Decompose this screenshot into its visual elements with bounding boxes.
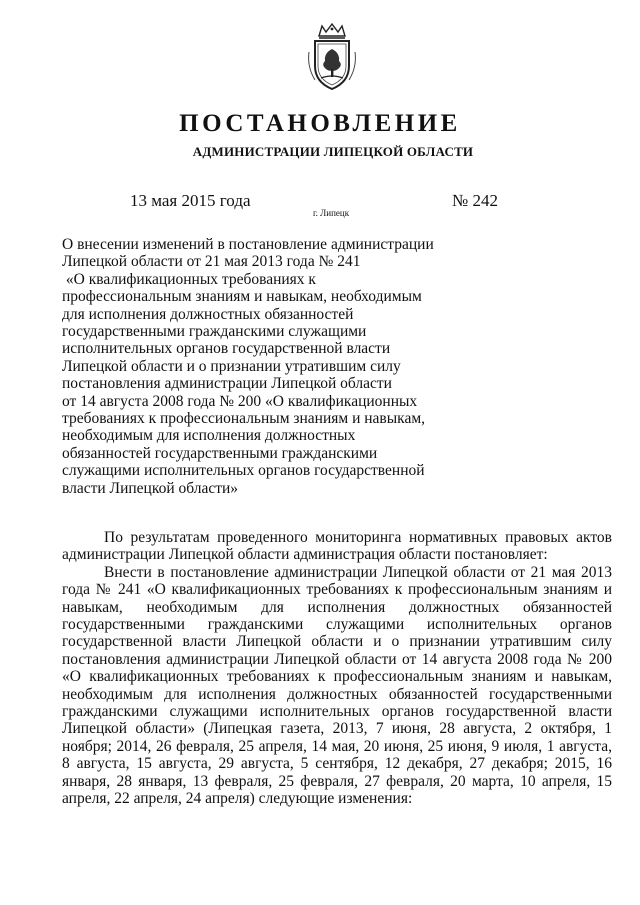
document-heading	[62, 236, 442, 497]
heading-line: от 14 августа 2008 года № 200 «О квалификационных	[62, 392, 418, 410]
heading-line: для исполнения должностных обязанностей	[62, 305, 354, 323]
heading-line: государственными гражданскими служащими	[62, 323, 367, 341]
body-paragraph: Внести в постановление администрации Липецкой области от 21 мая 2013 года № 241 «О квалификационных требованиях к профессиональным знаниям и навыкам, необходимым для исполнения должностных обязанностей государственными гражданскими служащими исполнительных органов государственной власти Липецкой области и о признании утратившим силу постановления администрации Липецкой области от 14 августа 2008 года № 200 «О квалификационных требованиях к профессиональным знаниям и навыкам, необходимым для исполнения должностных обязанностей государственными гражданскими служащими исполнительных органов государственной власти Липецкой области» (Липецкая газета, 2013, 7 июня, 28 августа, 2 октября, 1 ноября; 2014, 26 февраля, 25 апреля, 14 мая, 20 июня, 25 июня, 9 июля, 1 августа, 8 августа, 15 августа, 29 августа, 5 сентября, 12 декабря, 27 декабря; 2015, 16 января, 28 января, 13 февраля, 25 февраля, 27 февраля, 20 марта, 10 апреля, 15 апреля, 22 апреля, 24 апреля) следующие изменения:	[62, 563, 612, 808]
document-title: ПОСТАНОВЛЕНИЕ	[179, 110, 461, 137]
heading-line: обязанностей государственными гражданскими	[62, 444, 378, 462]
document-number: № 242	[452, 191, 498, 210]
document-date: 13 мая 2015 года	[130, 191, 251, 210]
heading-line: постановления администрации Липецкой области	[62, 375, 392, 393]
heading-line: требованиях к профессиональным знаниям и навыкам,	[62, 410, 426, 428]
heading-line: Липецкой области и о признании утратившим силу	[62, 357, 401, 375]
heading-line: власти Липецкой области»	[62, 479, 239, 497]
heading-line: Липецкой области от 21 мая 2013 года № 241	[62, 253, 361, 271]
document-body	[62, 529, 612, 808]
heading-line: профессиональным знаниям и навыкам, необходимым	[62, 288, 422, 306]
document-city: г. Липецк	[313, 208, 350, 218]
heading-line: служащими исполнительных органов государственной	[62, 462, 425, 480]
heading-line: О внесении изменений в постановление администрации	[62, 236, 434, 253]
heading-line: «О квалификационных требованиях к	[62, 270, 316, 288]
body-paragraph: По результатам проведенного мониторинга нормативных правовых актов администрации Липецкой области администрация области постановляет:	[62, 529, 612, 564]
heading-line: необходимым для исполнения должностных	[62, 427, 356, 445]
coat-of-arms-icon	[305, 22, 359, 92]
heading-line: исполнительных органов государственной власти	[62, 340, 391, 358]
issuing-authority: АДМИНИСТРАЦИИ ЛИПЕЦКОЙ ОБЛАСТИ	[192, 144, 474, 159]
